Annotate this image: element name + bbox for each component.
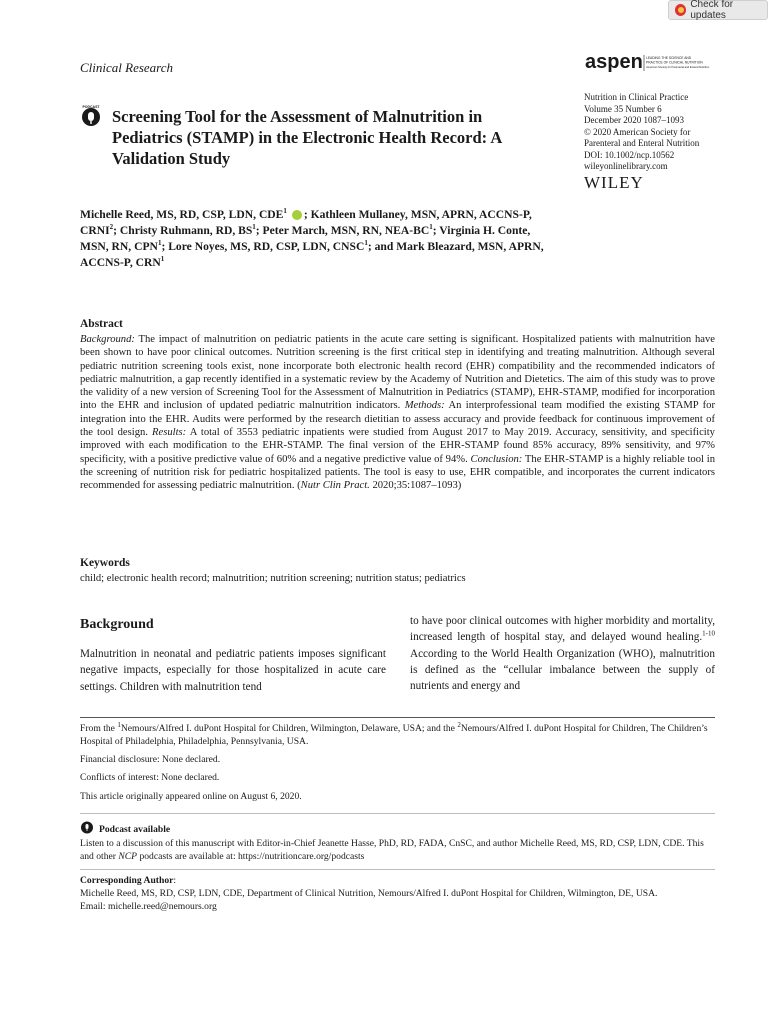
logo-tagline-1: LEADING THE SCIENCE AND [646, 56, 692, 60]
article-title: Screening Tool for the Assessment of Malnutrition in Pediatrics (STAMP) in the Electronic Health Record: A Validation Study [112, 107, 502, 168]
conflicts-of-interest: Conflicts of interest: None declared. [80, 772, 220, 783]
background-left-column: Malnutrition in neonatal and pediatric patients imposes significant negative impacts, especially for those hospitalized in acute care settings. Children with malnutrition tend [80, 648, 386, 693]
check-updates-label: Check for updates [690, 0, 734, 21]
podcast-divider [80, 813, 715, 814]
podcast-small-icon [80, 819, 94, 834]
wiley-logo: WILEY [584, 173, 644, 192]
keywords-heading: Keywords [80, 557, 130, 569]
journal-name: Nutrition in Clinical Practice [584, 92, 689, 102]
logo-name: aspen [585, 51, 643, 73]
podcast-badge-text: PODCAST [82, 105, 100, 109]
background-right-column: to have poor clinical outcomes with higher morbidity and mortality, increased length of hospital stay, and delayed wound healing.$^{1-10}$ According to the World Health Organization (WHO), malnutrition is defined as the “cellular imbalance between the supply of nutrients and energy and [410, 615, 715, 693]
orcid-icon[interactable] [292, 210, 302, 220]
journal-date-pages: December 2020 1087–1093 [584, 115, 684, 125]
section-label: Clinical Research [80, 60, 174, 75]
journal-copyright: © 2020 American Society for Parenteral and Enteral Nutrition [584, 126, 700, 148]
author-list: Michelle Reed, MS, RD, CSP, LDN, CDE$^1$ ; Kathleen Mullaney, MSN, APRN, ACCNS-P, CRNI$^2$; Christy Ruhmann, RD, $BS^1$; Peter March, MSN, RN, NEA-$BC^1$; Virginia H. Conte, MSN, RN, CPN$^1$; Lore Noyes, MS, RD, CSP, LDN, CNSC$^1$; and Mark Bleazard, MSN, APRN, ACCNS-P, CRN$^1$ [80, 207, 544, 269]
podcast-icon [80, 104, 102, 128]
logo-tagline-2: PRACTICE OF CLINICAL NUTRITION [646, 60, 703, 65]
corresponding-author-heading: Corresponding Author: [80, 875, 177, 886]
abstract-heading: Abstract [80, 318, 123, 330]
online-date: This article originally appeared online on August 6, 2020. [80, 791, 302, 802]
abstract-text: Background: The impact of malnutrition on pediatric patients in the acute care setting is significant. Hospitalized patients with malnutrition have been shown to have poor clinical outcomes. Nutrition screening is the first critical step in identifying and treating malnutrition. Although several pediatric nutrition screening tools exist, none incorporate both electronic health record (EHR) compatibility and the recommended indicators of pediatric malnutrition, a gap recently identified in a systematic review by the Academy of Nutrition and Dietetics. The aim of this study was to prove the validity of a new version of Screening Tool for the Assessment of Malnutrition in Pediatrics (STAMP), EHR-STAMP, modified for incorporation into the EHR and inclusion of updated pediatric malnutrition indicators. Methods: An interprofessional team modified the existing STAMP for integration into the EHR. Audits were performed by the research dietitian to assess accuracy and provide feedback for continuous improvement of the tool design. Results: A total of 3553 pediatric inpatients were studied from August 2017 to May 2019. Accuracy, sensitivity, and specificity improved with each modification to the EHR-STAMP. The final version of the EHR-STAMP found 85% accuracy, 89% sensitivity, and 97% specificity, with a positive predictive value of 60% and a negative predictive value of 94%. Conclusion: The EHR-STAMP is a highly reliable tool in the screening of nutrition risk for pediatric hospitalized patients. The tool is easy to use, EHR compatible, and incorporates the current indicators recommended for assessing pediatric malnutrition. (Nutr Clin Pract. 2020;35:1087–1093) [80, 334, 715, 492]
podcast-text: Listen to a discussion of this manuscript with Editor-in-Chief Jeanette Hasse, PhD, RD, FADA, CnSC, and author Michelle Reed, MS, RD, CSP, LDN, CDE. This and other NCP podcasts are available at: https://nutritioncare.org/podcasts [80, 838, 704, 862]
keywords-text: child; electronic health record; malnutrition; nutrition screening; nutrition status; pediatrics [80, 573, 466, 584]
corresponding-email[interactable]: Email: michelle.reed@nemours.org [80, 900, 217, 912]
corresponding-author-details: Michelle Reed, MS, RD, CSP, LDN, CDE, Department of Clinical Nutrition, Nemours/Alfred I. duPont Hospital for Children, Wilmington, DE, USA. Email: michelle.reed@nemours.org [80, 888, 715, 913]
crossmark-icon [675, 4, 686, 16]
financial-disclosure: Financial disclosure: None declared. [80, 754, 221, 765]
logo-tagline-3: American Society for Parenteral and Enteral Nutrition [646, 66, 710, 69]
journal-doi[interactable]: DOI: 10.1002/ncp.10562 [584, 149, 675, 160]
corresponding-divider [80, 869, 715, 870]
journal-site[interactable]: wileyonlinelibrary.com [584, 161, 668, 171]
footnote-divider [80, 717, 715, 718]
journal-volume: Volume 35 Number 6 [584, 103, 662, 114]
aspen-logo [585, 50, 715, 76]
check-for-updates-button[interactable] [668, 0, 768, 20]
podcast-heading: Podcast available [99, 824, 171, 835]
affiliations: From the $^1$Nemours/Alfred I. duPont Hospital for Children, Wilmington, Delaware, USA; and the $^2$Nemours/Alfred I. duPont Hospital for Children, The Children’s Hospital of Philadelphia, Philadelphia, Pennsylvania, USA. [80, 720, 708, 747]
journal-info [584, 92, 724, 173]
background-heading: Background [80, 617, 154, 632]
